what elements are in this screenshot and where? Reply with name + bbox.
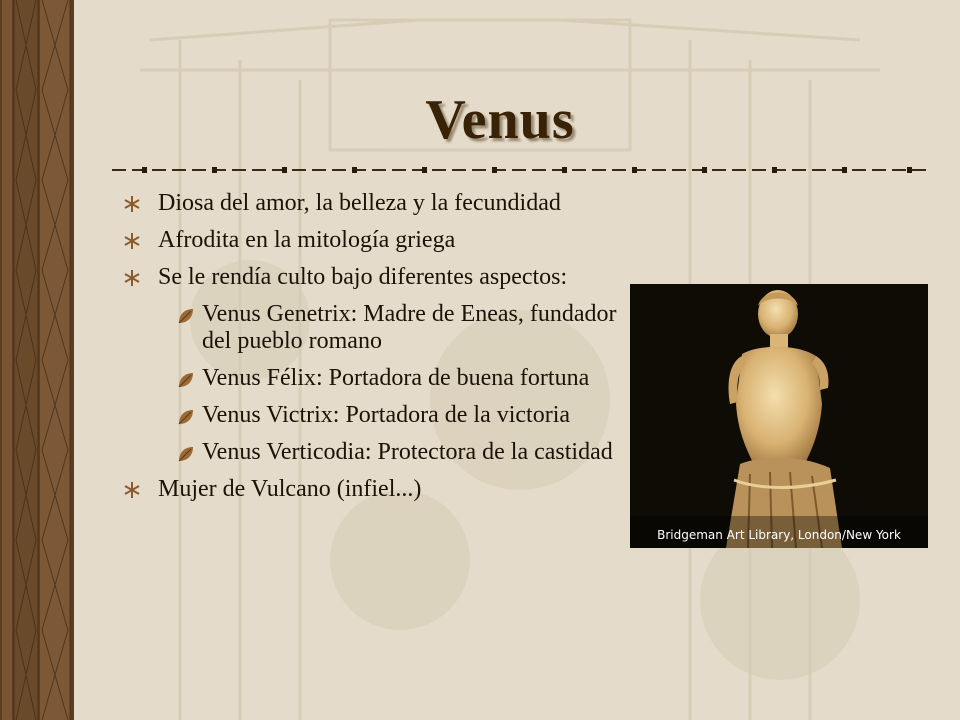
wood-border xyxy=(0,0,74,720)
bullet-text: Se le rendía culto bajo diferentes aspectos: xyxy=(158,264,568,290)
slide-title: Venus xyxy=(425,89,575,151)
sub-bullet-text: Venus Victrix: Portadora de la victoria xyxy=(202,402,571,428)
sub-bullet-text: Venus Félix: Portadora de buena fortuna xyxy=(202,365,590,391)
sub-bullet-item xyxy=(120,301,620,355)
leaf-bullet-icon xyxy=(176,370,196,390)
statue-photo xyxy=(630,284,928,548)
sub-bullet-text: Venus Verticodia: Protectora de la castidad xyxy=(202,439,613,465)
bullet-item xyxy=(120,190,620,217)
bullet-item xyxy=(120,227,620,254)
photo-caption: Bridgeman Art Library, London/New York xyxy=(657,528,901,542)
leaf-bullet-icon xyxy=(176,444,196,464)
asterisk-bullet-icon xyxy=(122,194,142,214)
sub-bullet-item xyxy=(120,402,620,429)
bullet-list xyxy=(120,190,620,513)
asterisk-bullet-icon xyxy=(122,231,142,251)
bullet-text: Mujer de Vulcano (infiel...) xyxy=(158,476,422,502)
venus-statue-image xyxy=(630,284,928,548)
asterisk-bullet-icon xyxy=(122,268,142,288)
bullet-text: Afrodita en la mitología griega xyxy=(158,227,456,253)
bullet-item xyxy=(120,264,620,291)
leaf-bullet-icon xyxy=(176,306,196,326)
sub-bullet-item xyxy=(120,365,620,392)
bullet-item xyxy=(120,476,620,503)
asterisk-bullet-icon xyxy=(122,480,142,500)
sub-bullet-item xyxy=(120,439,620,466)
bullet-text: Diosa del amor, la belleza y la fecundidad xyxy=(158,190,561,216)
title-divider xyxy=(112,160,932,180)
leaf-bullet-icon xyxy=(176,407,196,427)
sub-bullet-text: Venus Genetrix: Madre de Eneas, fundador del pueblo romano xyxy=(202,301,617,354)
